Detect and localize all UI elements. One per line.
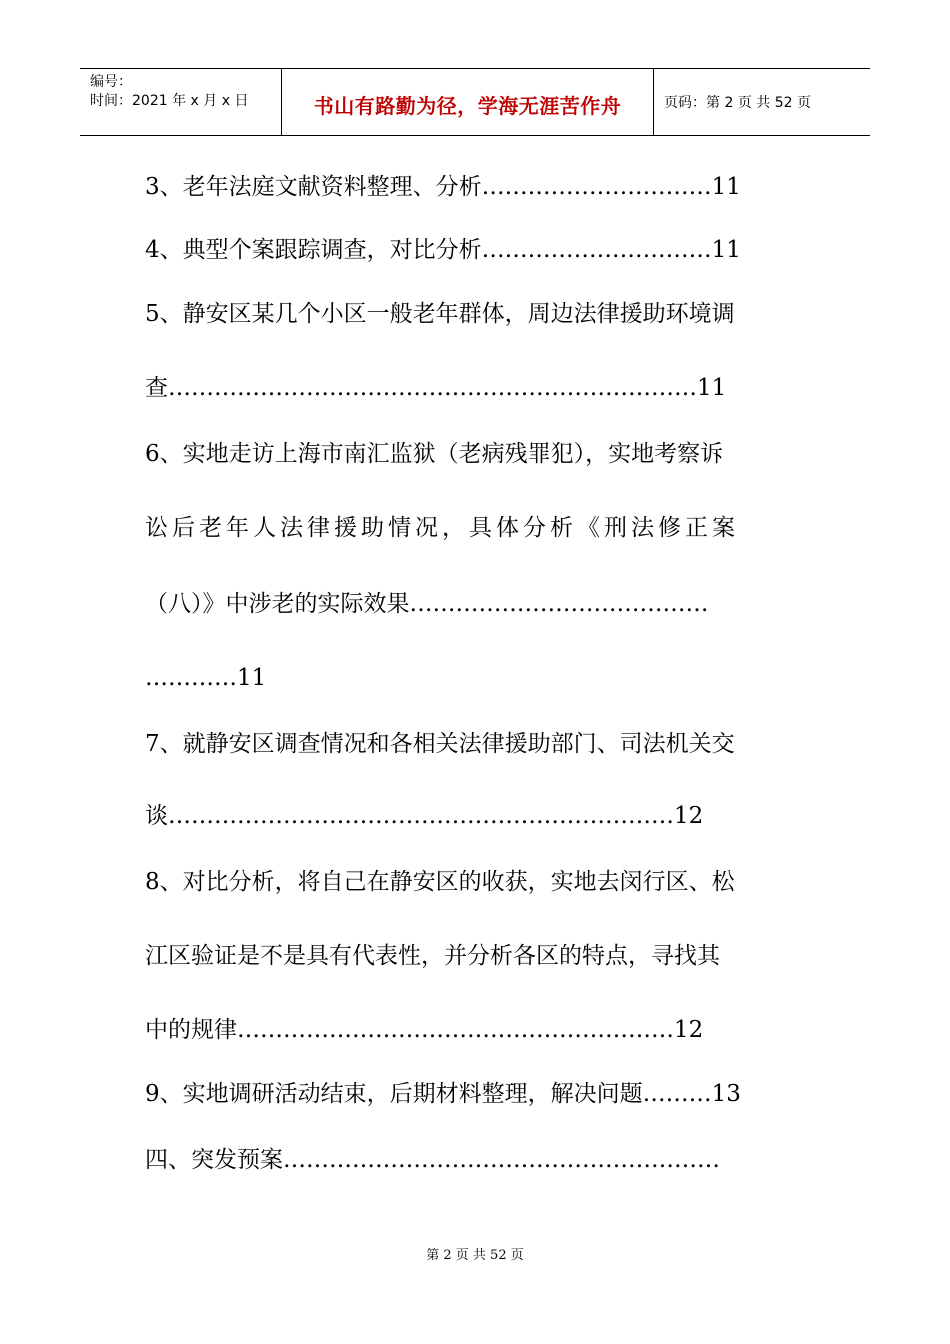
toc-line: 查……………………………………………………………11 bbox=[145, 375, 727, 401]
toc-line: 4、典型个案跟踪调查，对比分析…………………………11 bbox=[145, 237, 741, 263]
header-motto-cell bbox=[281, 69, 654, 135]
toc-line: 中的规律…………………………………………………12 bbox=[145, 1017, 704, 1043]
toc-line: …………11 bbox=[145, 665, 267, 691]
header-page-cell bbox=[654, 69, 870, 135]
toc-line: 5、静安区某几个小区一般老年群体，周边法律援助环境调 bbox=[145, 301, 735, 327]
toc-line: 7、就静安区调查情况和各相关法律援助部门、司法机关交 bbox=[145, 731, 735, 757]
document-header bbox=[80, 68, 870, 136]
toc-line: 讼后老年人法律援助情况，具体分析《刑法修正案 bbox=[145, 515, 739, 541]
date-label: 时间：2021 年 x 月 x 日 bbox=[90, 93, 249, 109]
toc-line: 9、实地调研活动结束，后期材料整理，解决问题………13 bbox=[145, 1081, 741, 1107]
toc-line: 江区验证是不是具有代表性，并分析各区的特点，寻找其 bbox=[145, 943, 720, 969]
page-footer: 第 2 页 共 52 页 bbox=[426, 1248, 524, 1263]
toc-line: 3、老年法庭文献资料整理、分析…………………………11 bbox=[145, 174, 741, 200]
header-meta bbox=[80, 69, 281, 135]
toc-line: 谈…………………………………………………………12 bbox=[145, 803, 704, 829]
toc-line: （八）》中涉老的实际效果………………………………… bbox=[145, 591, 709, 617]
toc-line: 6、实地走访上海市南汇监狱（老病残罪犯），实地考察诉 bbox=[145, 441, 724, 467]
header-page-label: 页码：第 2 页 共 52 页 bbox=[664, 95, 811, 111]
header-motto: 书山有路勤为径，学海无涯苦作舟 bbox=[313, 93, 622, 118]
number-label: 编号： bbox=[90, 74, 132, 90]
toc-line: 8、对比分析，将自己在静安区的收获，实地去闵行区、松 bbox=[145, 869, 735, 895]
toc-line: 四、突发预案………………………………………………… bbox=[145, 1147, 720, 1173]
